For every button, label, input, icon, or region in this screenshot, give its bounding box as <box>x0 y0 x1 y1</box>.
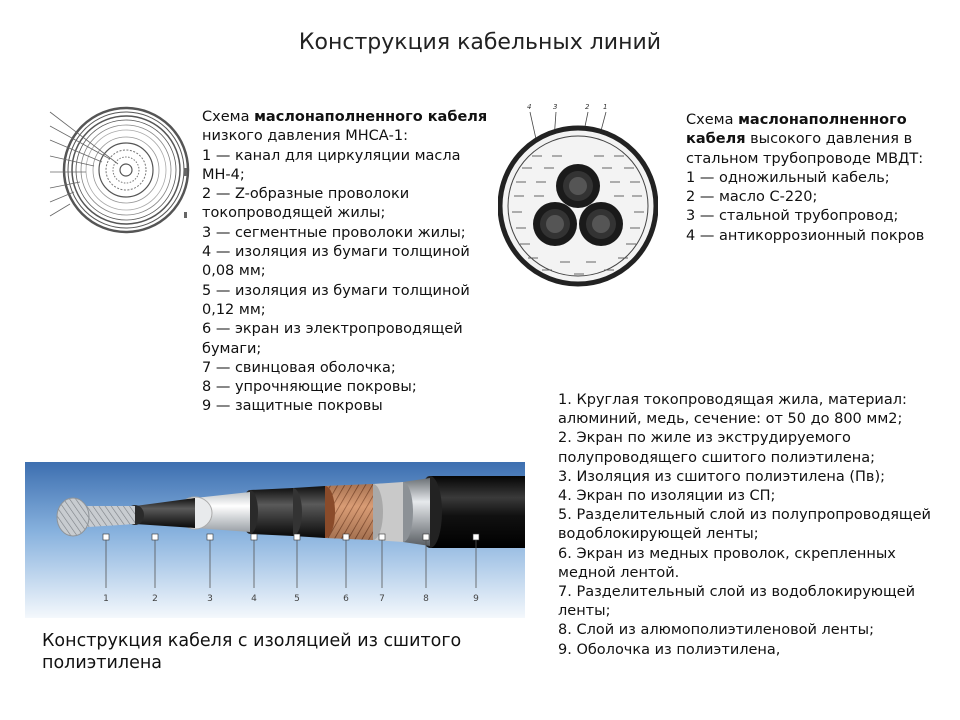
xlpe-item: 9. Оболочка из полиэтилена, <box>558 641 781 658</box>
photo-label: 1 <box>103 594 109 604</box>
low-pressure-item: 7 — свинцовая оболочка; <box>202 359 396 376</box>
low-pressure-item: 2 — Z-образные проволоки токопроводящей жилы; <box>202 186 410 222</box>
low-pressure-item: 8 — упрочняющие покровы; <box>202 379 417 396</box>
xlpe-item: 1. Круглая токопроводящая жила, материал: алюминий, медь, сечение: от 50 до 800 мм2; <box>558 392 907 428</box>
photo-label: 7 <box>379 594 385 604</box>
low-pressure-item: 5 — изоляция из бумаги толщиной 0,12 мм; <box>202 282 470 318</box>
hp-diagram-label: 4 <box>527 103 532 111</box>
low-pressure-item: 3 — сегментные проволоки жилы; <box>202 224 466 241</box>
photo-label: 2 <box>152 594 158 604</box>
high-pressure-item: 3 — стальной трубопровод; <box>686 208 899 225</box>
xlpe-item: 6. Экран из медных проволок, скрепленных медной лентой. <box>558 545 896 581</box>
low-pressure-item: 1 — канал для циркуляции масла МН-4; <box>202 147 461 183</box>
high-pressure-description <box>686 111 936 246</box>
xlpe-caption: Конструкция кабеля с изоляцией из сшитого полиэтилена <box>42 631 462 673</box>
high-pressure-intro: Схема маслонаполненного кабеля высокого давления в стальном трубопроводе МВДТ: <box>686 112 924 167</box>
high-pressure-item: 1 — одножильный кабель; <box>686 169 890 186</box>
xlpe-item: 3. Изоляция из сшитого полиэтилена (Пв); <box>558 468 885 485</box>
low-pressure-item: 4 — изоляция из бумаги толщиной 0,08 мм; <box>202 244 470 280</box>
hp-diagram-label: 1 <box>603 103 608 111</box>
high-pressure-item: 2 — масло С-220; <box>686 189 818 206</box>
low-pressure-cable-diagram <box>46 104 192 236</box>
photo-label: 6 <box>343 594 349 604</box>
high-pressure-item: 4 — антикоррозионный покров <box>686 227 925 244</box>
high-pressure-cable-diagram <box>498 100 658 300</box>
low-pressure-item: 6 — экран из электропроводящей бумаги; <box>202 321 463 357</box>
hp-diagram-label: 3 <box>553 103 558 111</box>
photo-label: 3 <box>207 594 213 604</box>
low-pressure-item: 9 — защитные покровы <box>202 398 383 415</box>
xlpe-item: 2. Экран по жиле из экструдируемого полупроводящего сшитого полиэтилена; <box>558 430 875 466</box>
xlpe-description <box>558 391 948 660</box>
xlpe-item: 8. Слой из алюмополиэтиленовой ленты; <box>558 622 874 639</box>
photo-label: 4 <box>251 594 257 604</box>
xlpe-item: 4. Экран по изоляции из СП; <box>558 488 776 505</box>
low-pressure-intro: Схема маслонаполненного кабеля низкого давления МНСА-1: <box>202 109 488 145</box>
page-title: Конструкция кабельных линий <box>298 30 662 55</box>
xlpe-cable-photo <box>25 462 525 618</box>
hp-diagram-label: 2 <box>585 103 590 111</box>
photo-label: 5 <box>294 594 300 604</box>
xlpe-item: 7. Разделительный слой из водоблокирующей ленты; <box>558 584 916 620</box>
low-pressure-description <box>202 108 502 417</box>
photo-label: 8 <box>423 594 429 604</box>
xlpe-item: 5. Разделительный слой из полупропроводящей водоблокирующей ленты; <box>558 507 931 543</box>
photo-label: 9 <box>473 594 479 604</box>
